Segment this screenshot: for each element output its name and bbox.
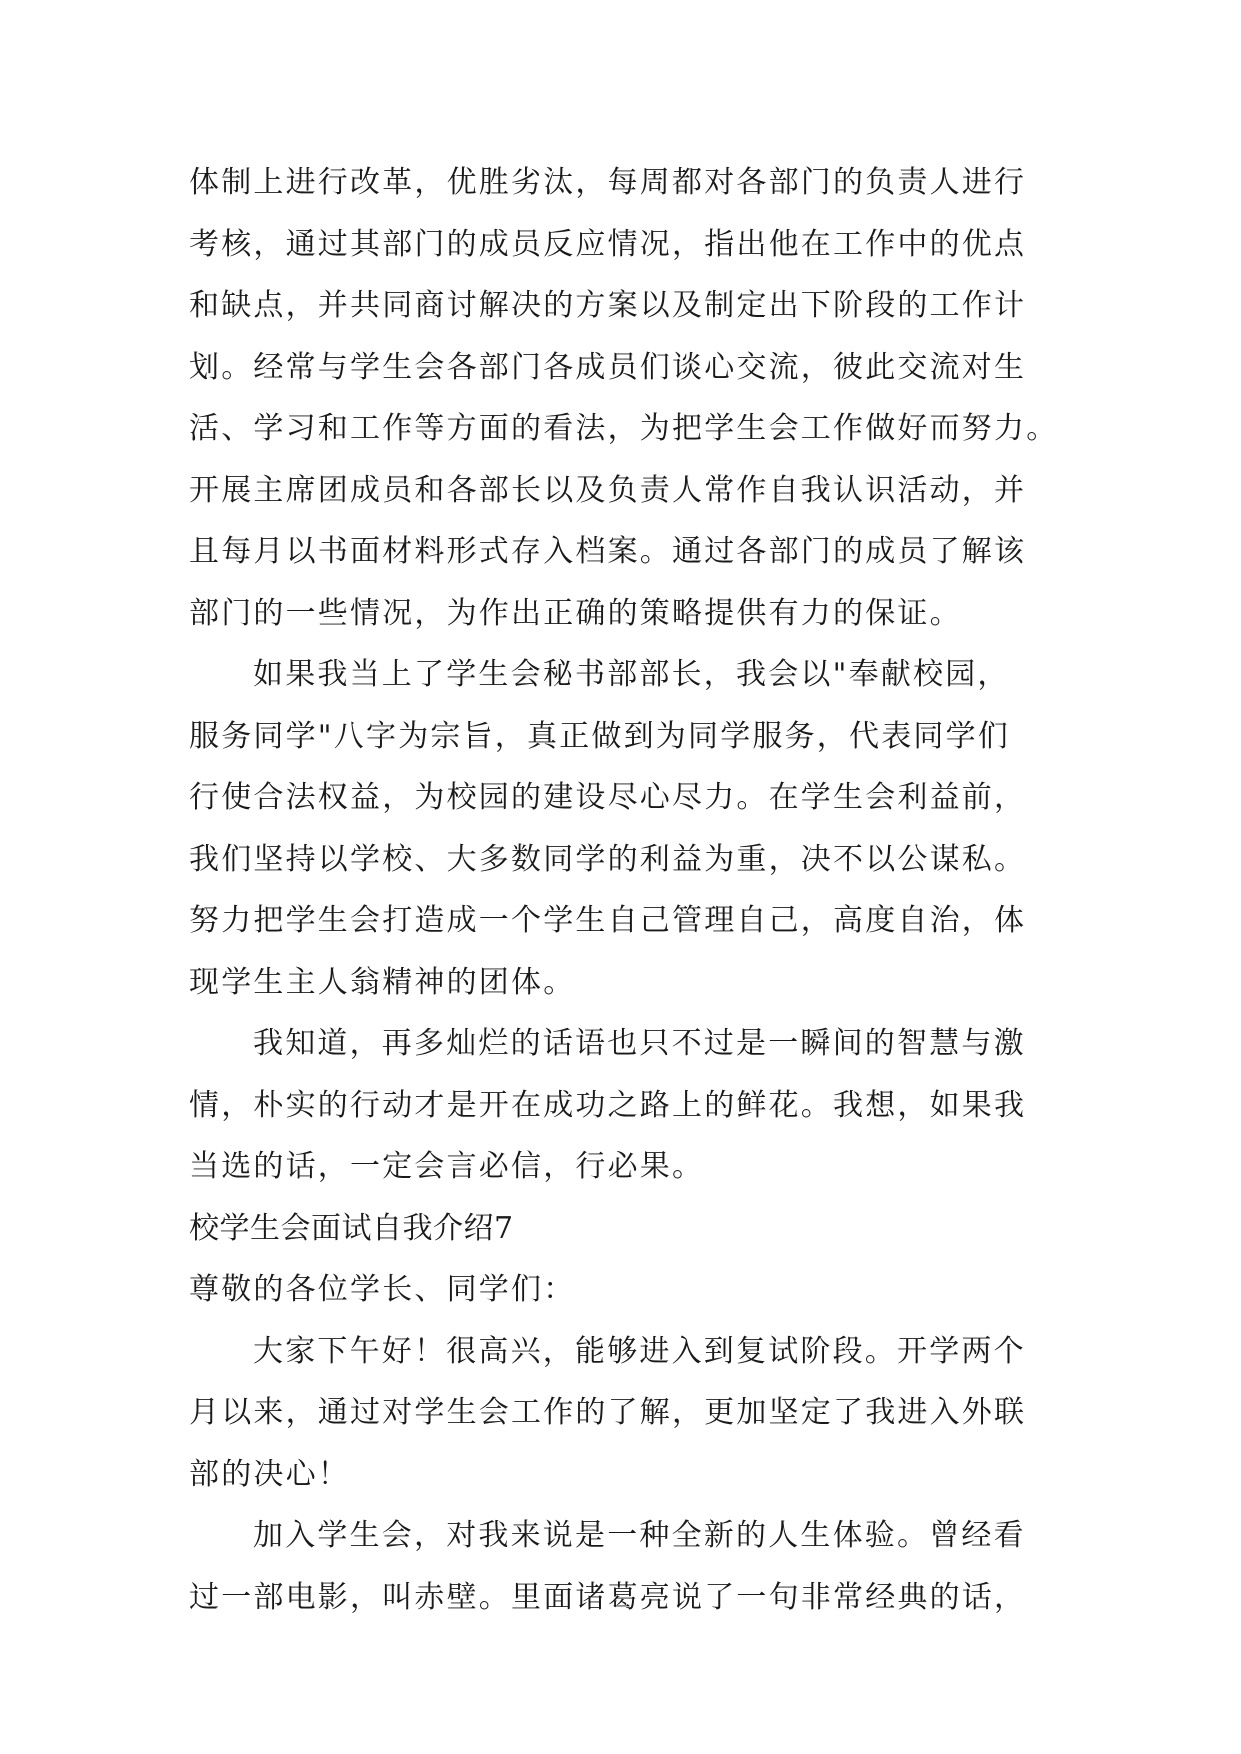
text-line: 过一部电影，叫赤壁。里面诸葛亮说了一句非常经典的话， — [189, 1579, 1027, 1615]
salutation: 尊敬的各位学长、同学们： — [189, 1272, 576, 1307]
text-line: 行使合法权益，为校园的建设尽心尽力。在学生会利益前， — [189, 780, 1027, 815]
paragraph-reform — [189, 160, 1059, 637]
paragraph-greeting — [189, 1329, 1059, 1498]
text-line: 部的决心！ — [189, 1456, 350, 1492]
paragraph-action — [189, 1021, 1059, 1190]
text-line: 划。经常与学生会各部门各成员们谈心交流，彼此交流对生 — [189, 349, 1027, 385]
text-line: 部门的一些情况，为作出正确的策略提供有力的保证。 — [189, 595, 962, 631]
text-line: 当选的话，一定会言必信，行必果。 — [189, 1149, 705, 1184]
paragraph-secretary — [189, 652, 1059, 1006]
text-line: 活、学习和工作等方面的看法，为把学生会工作做好而努力。 — [189, 411, 1059, 446]
text-line: 考核，通过其部门的成员反应情况，指出他在工作中的优点 — [189, 226, 1027, 262]
paragraph-experience — [189, 1513, 1059, 1621]
text-line: 情，朴实的行动才是开在成功之路上的鲜花。我想，如果我 — [189, 1087, 1027, 1123]
text-line: 开展主席团成员和各部长以及负责人常作自我认识活动，并 — [189, 472, 1027, 508]
text-line: 努力把学生会打造成一个学生自己管理自己，高度自治，体 — [189, 903, 1027, 938]
text-line: 月以来，通过对学生会工作的了解，更加坚定了我进入外联 — [189, 1395, 1027, 1430]
section-heading: 校学生会面试自我介绍7 — [189, 1210, 514, 1246]
text-line: 我们坚持以学校、大多数同学的利益为重，决不以公谋私。 — [189, 841, 1027, 877]
text-line: 和缺点，并共同商讨解决的方案以及制定出下阶段的工作计 — [189, 288, 1027, 323]
text-line: 大家下午好！很高兴，能够进入到复试阶段。开学两个 — [253, 1333, 1026, 1369]
text-line: 且每月以书面材料形式存入档案。通过各部门的成员了解该 — [189, 534, 1027, 569]
document-page — [189, 160, 1059, 1636]
text-line: 我知道，再多灿烂的话语也只不过是一瞬间的智慧与激 — [253, 1026, 1026, 1061]
text-line: 体制上进行改革，优胜劣汰，每周都对各部门的负责人进行 — [189, 165, 1027, 200]
text-line: 服务同学"八字为宗旨，真正做到为同学服务，代表同学们 — [189, 718, 1010, 754]
text-line: 加入学生会，对我来说是一种全新的人生体验。曾经看 — [253, 1518, 1026, 1553]
text-line: 如果我当上了学生会秘书部部长，我会以"奉献校园， — [253, 657, 1010, 692]
text-line: 现学生主人翁精神的团体。 — [189, 964, 576, 1000]
